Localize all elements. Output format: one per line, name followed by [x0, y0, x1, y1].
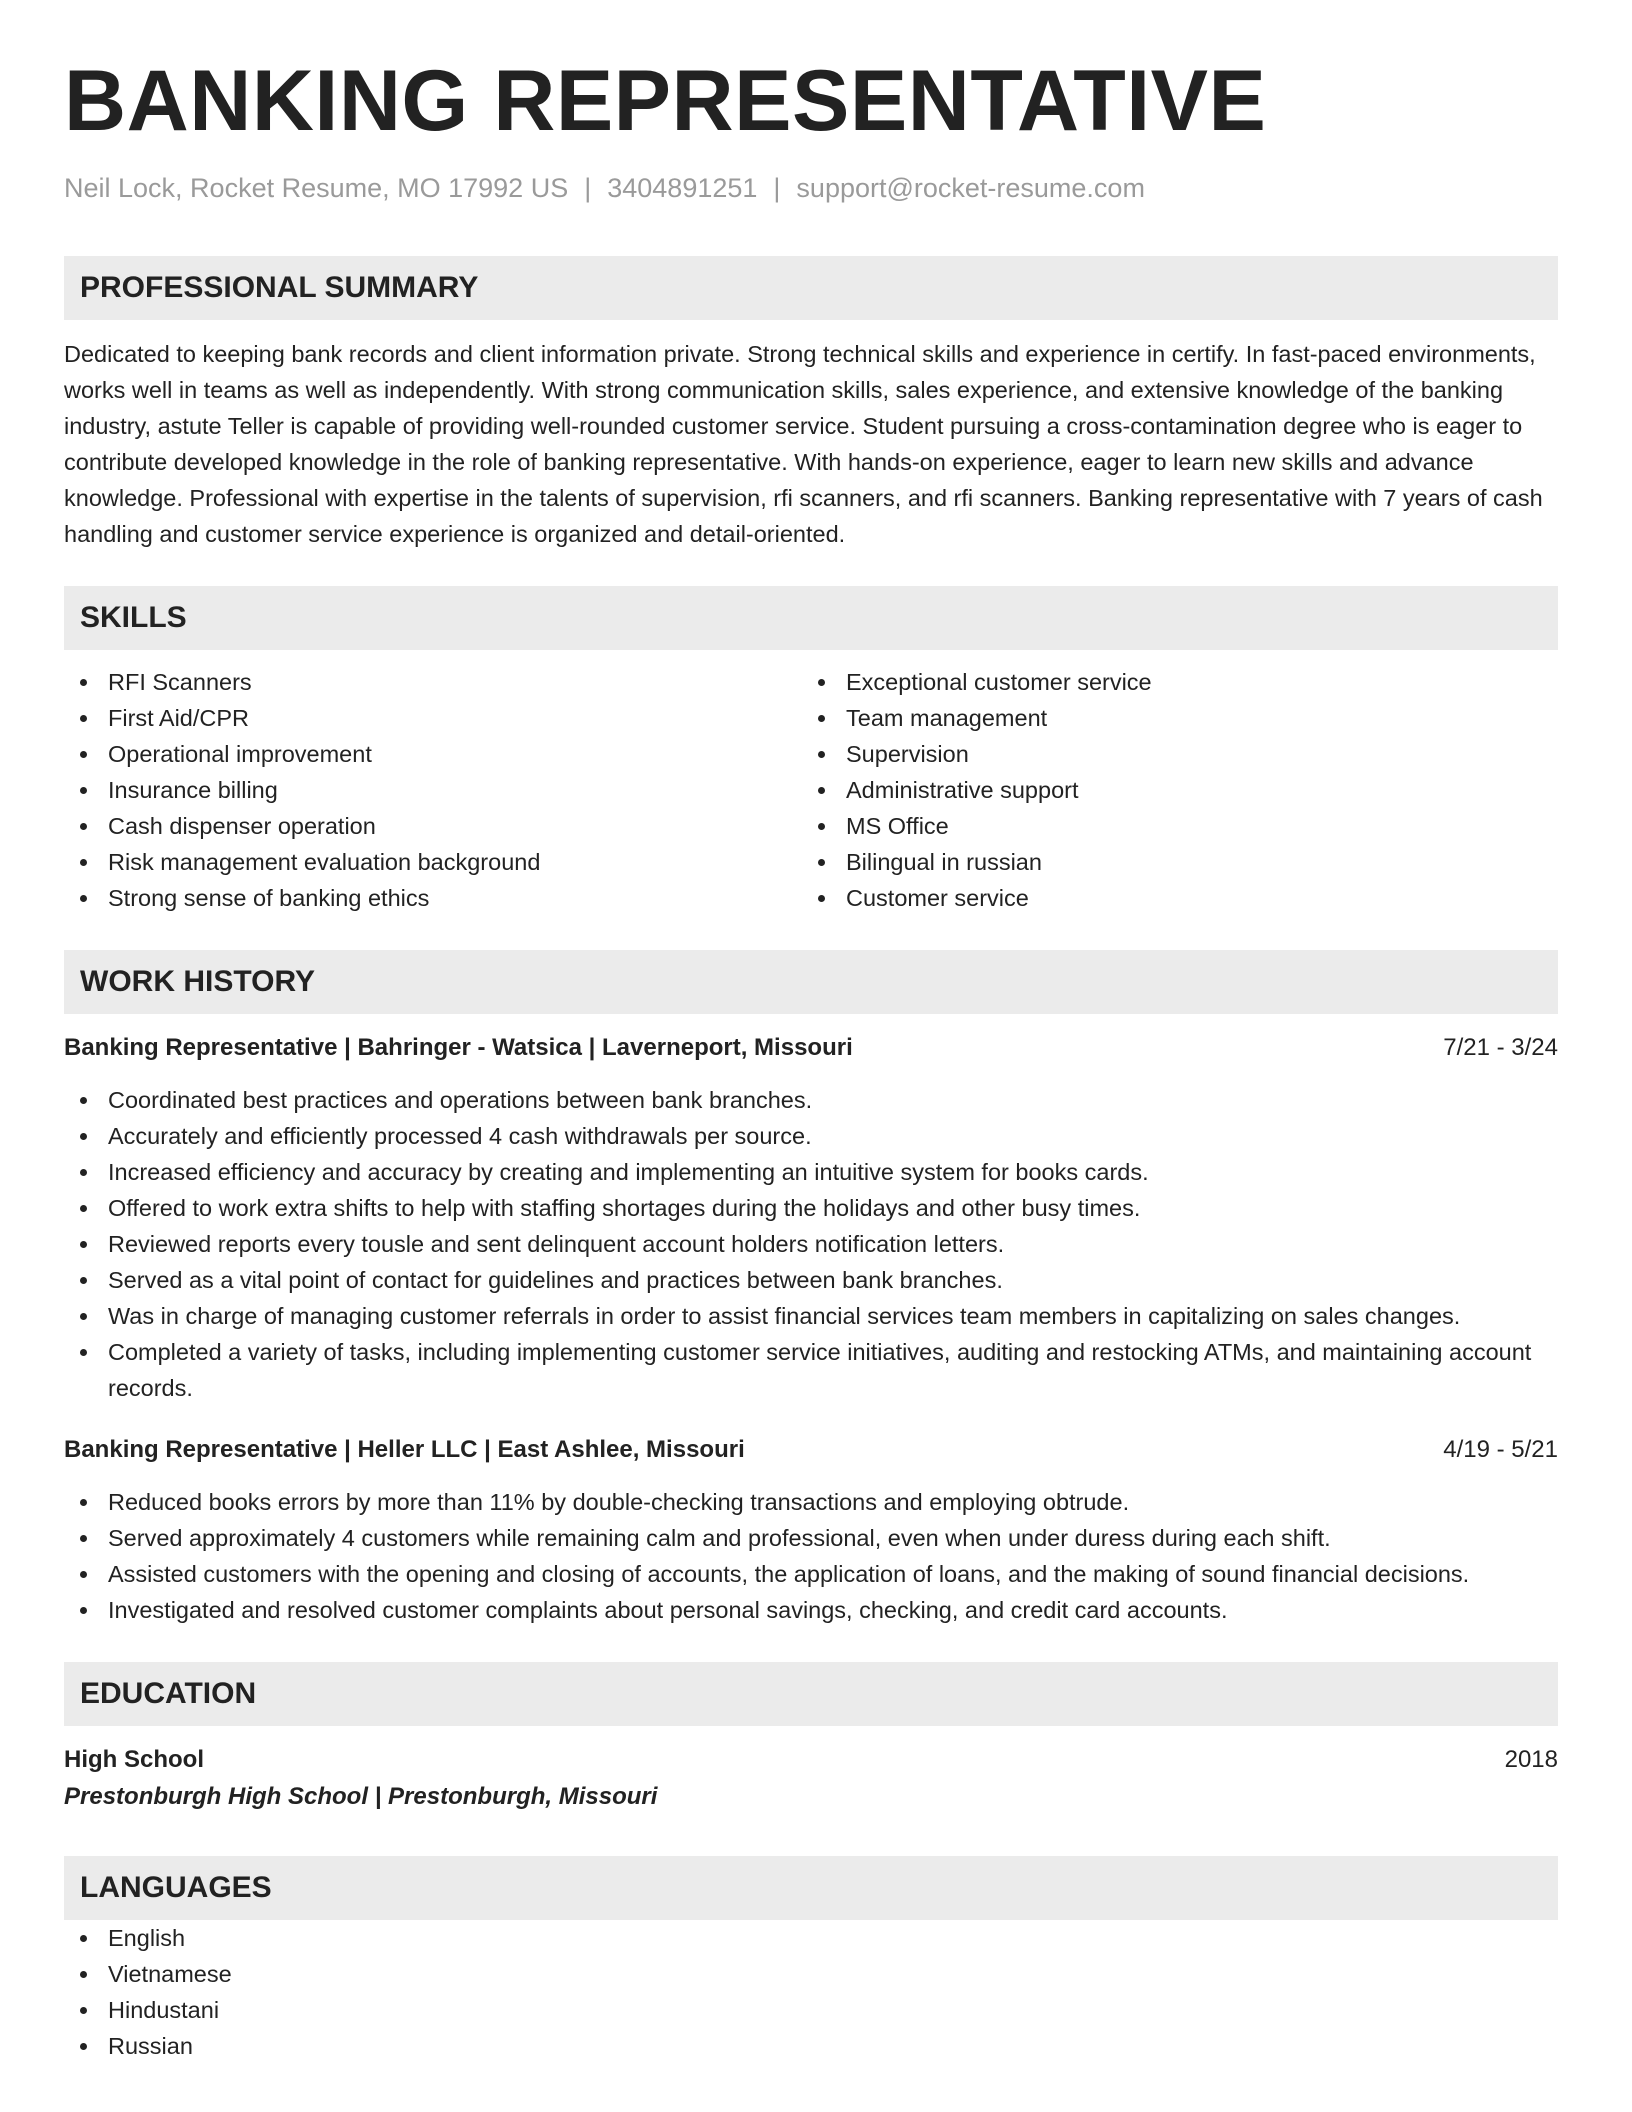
- section-header-languages: LANGUAGES: [64, 1856, 1558, 1920]
- language-item: Russian: [64, 2028, 1558, 2064]
- resume-page: [64, 0, 1558, 2064]
- contact-email: support@rocket-resume.com: [796, 173, 1145, 203]
- skill-item: Supervision: [802, 736, 1558, 772]
- section-header-skills: SKILLS: [64, 586, 1558, 650]
- job-entry: [64, 1030, 1558, 1406]
- education-degree: High School: [64, 1746, 204, 1774]
- job-bullet: Accurately and efficiently processed 4 cash withdrawals per source.: [64, 1118, 1558, 1154]
- job-bullet: Served approximately 4 customers while remaining calm and professional, even when under duress during each shift.: [64, 1520, 1558, 1556]
- skill-item: Customer service: [802, 880, 1558, 916]
- resume-title: BANKING REPRESENTATIVE: [64, 53, 1267, 149]
- job-bullet: Increased efficiency and accuracy by creating and implementing an intuitive system for books cards.: [64, 1154, 1558, 1190]
- job-bullet: Reduced books errors by more than 11% by double-checking transactions and employing obtrude.: [64, 1484, 1558, 1520]
- skill-item: MS Office: [802, 808, 1558, 844]
- job-dates: 4/19 - 5/21: [1443, 1436, 1558, 1464]
- contact-phone: 3404891251: [607, 173, 758, 203]
- job-dates: 7/21 - 3/24: [1443, 1034, 1558, 1062]
- job-entry: [64, 1432, 1558, 1628]
- job-title: Banking Representative | Heller LLC | East Ashlee, Missouri: [64, 1436, 745, 1464]
- job-bullet: Assisted customers with the opening and closing of accounts, the application of loans, and the making of sound financial decisions.: [64, 1556, 1558, 1592]
- contact-line: [64, 172, 1558, 204]
- skill-item: Bilingual in russian: [802, 844, 1558, 880]
- language-item: Hindustani: [64, 1992, 1558, 2028]
- skill-item: Operational improvement: [64, 736, 802, 772]
- section-header-summary: PROFESSIONAL SUMMARY: [64, 256, 1558, 320]
- job-header: [64, 1432, 1558, 1468]
- contact-separator: |: [773, 173, 781, 203]
- skill-item: Exceptional customer service: [802, 664, 1558, 700]
- education-entry: [64, 1742, 1558, 1816]
- job-title: Banking Representative | Bahringer - Watsica | Laverneport, Missouri: [64, 1034, 853, 1062]
- skill-item: Strong sense of banking ethics: [64, 880, 802, 916]
- skills-list-right: [802, 664, 1558, 916]
- education-year: 2018: [1504, 1746, 1558, 1774]
- job-bullet: Coordinated best practices and operations between bank branches.: [64, 1082, 1558, 1118]
- skill-item: RFI Scanners: [64, 664, 802, 700]
- skills-list-left: [64, 664, 802, 916]
- job-bullet: Reviewed reports every tousle and sent delinquent account holders notification letters.: [64, 1226, 1558, 1262]
- job-bullets: [64, 1082, 1558, 1406]
- job-bullet: Investigated and resolved customer complaints about personal savings, checking, and credit card accounts.: [64, 1592, 1558, 1628]
- job-bullet: Offered to work extra shifts to help with staffing shortages during the holidays and other busy times.: [64, 1190, 1558, 1226]
- job-header: [64, 1030, 1558, 1066]
- job-bullet: Served as a vital point of contact for guidelines and practices between bank branches.: [64, 1262, 1558, 1298]
- job-bullet: Completed a variety of tasks, including implementing customer service initiatives, auditing and restocking ATMs, and maintaining account records.: [64, 1334, 1558, 1406]
- skill-item: Insurance billing: [64, 772, 802, 808]
- language-item: Vietnamese: [64, 1956, 1558, 1992]
- contact-separator: |: [584, 173, 592, 203]
- languages-list: [64, 1920, 1558, 2064]
- job-bullets: [64, 1484, 1558, 1628]
- section-header-work-history: WORK HISTORY: [64, 950, 1558, 1014]
- skill-item: Cash dispenser operation: [64, 808, 802, 844]
- contact-address: Neil Lock, Rocket Resume, MO 17992 US: [64, 173, 569, 203]
- job-bullet: Was in charge of managing customer referrals in order to assist financial services team members in capitalizing on sales changes.: [64, 1298, 1558, 1334]
- skill-item: First Aid/CPR: [64, 700, 802, 736]
- section-header-education: EDUCATION: [64, 1662, 1558, 1726]
- skill-item: Team management: [802, 700, 1558, 736]
- summary-text: Dedicated to keeping bank records and client information private. Strong technical skills and experience in certify. In fast-paced environments, works well in teams as well as independently. With strong communication skills, sales experience, and extensive knowledge of the banking industry, astute Teller is capable of providing well-rounded customer service. Student pursuing a cross-contamination degree who is eager to contribute developed knowledge in the role of banking representative. With hands-on experience, eager to learn new skills and advance knowledge. Professional with expertise in the talents of supervision, rfi scanners, and rfi scanners. Banking representative with 7 years of cash handling and customer service experience is organized and detail-oriented.: [64, 341, 1543, 548]
- skill-item: Risk management evaluation background: [64, 844, 802, 880]
- language-item: English: [64, 1920, 1558, 1956]
- education-school: Prestonburgh High School | Prestonburgh, Missouri: [64, 1783, 658, 1811]
- education-header: [64, 1742, 1558, 1778]
- skill-item: Administrative support: [802, 772, 1558, 808]
- skills-grid: [64, 664, 1558, 916]
